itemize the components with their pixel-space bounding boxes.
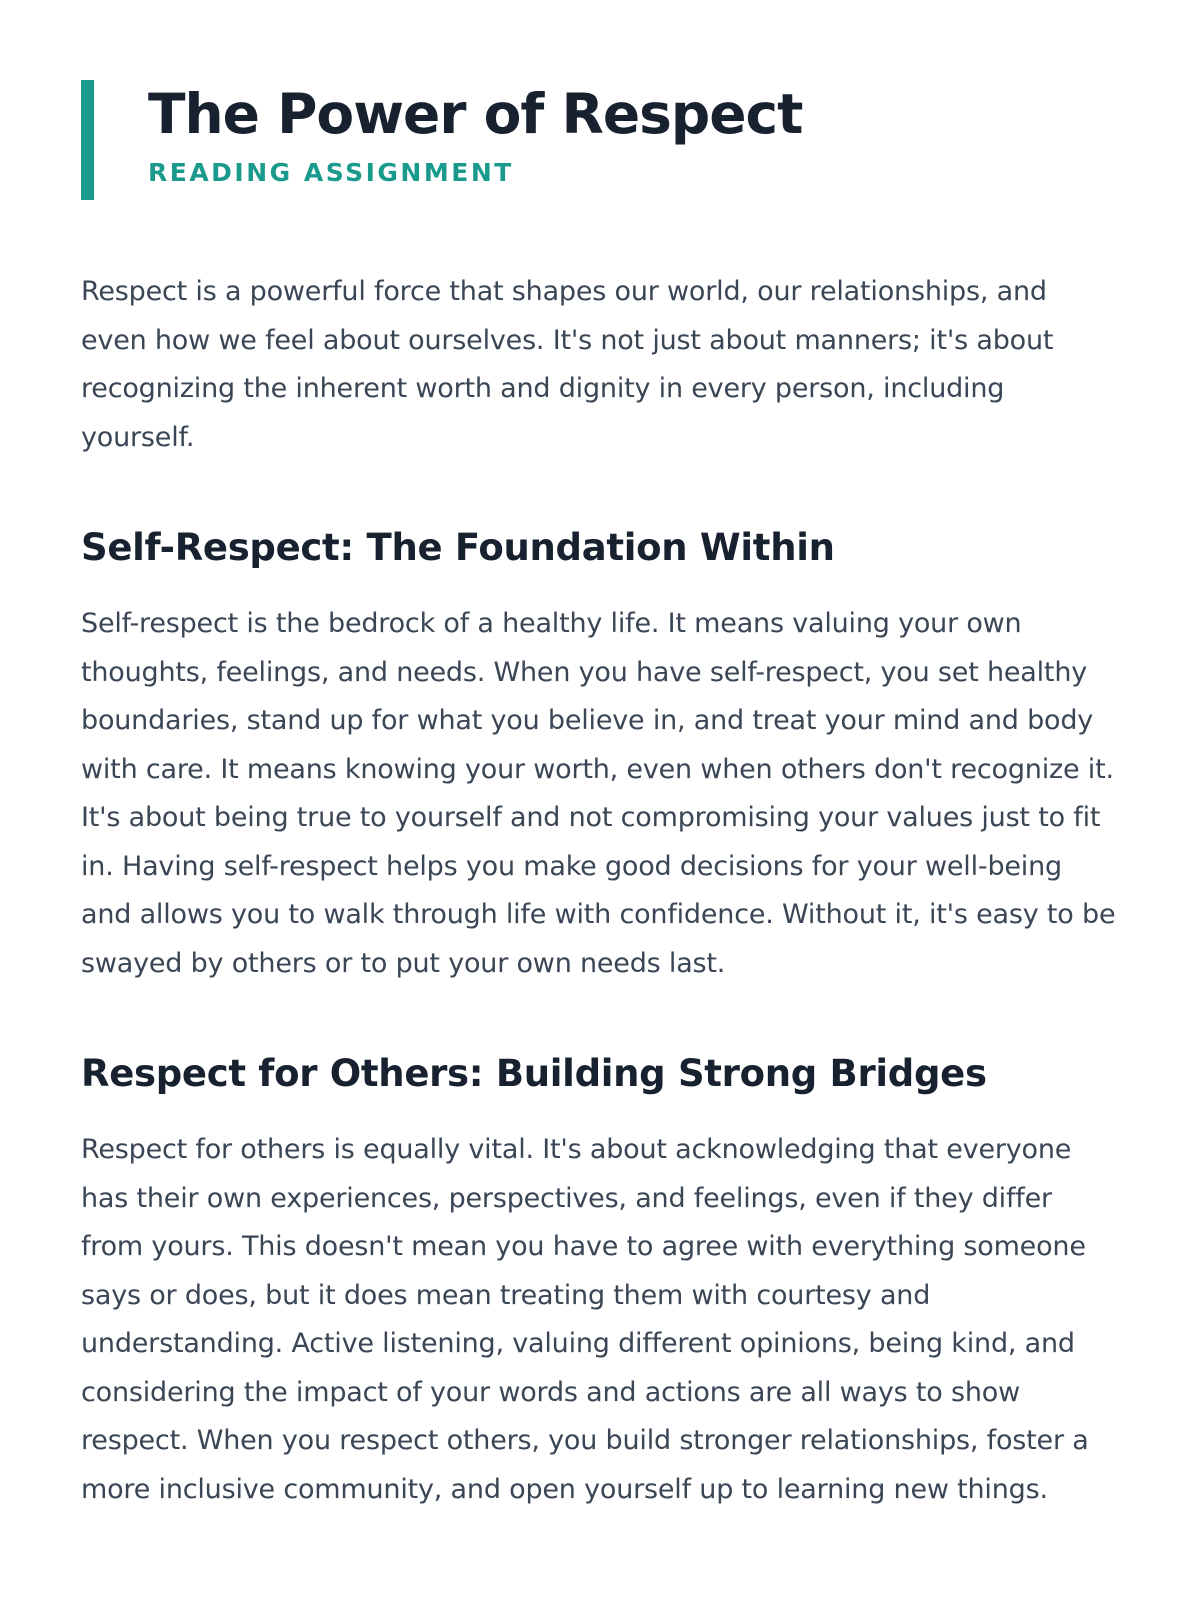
accent-bar xyxy=(81,80,94,200)
section-body: Self-respect is the bedrock of a healthy life. It means valuing your own thoughts, feelings, and needs. When you have self-respect, you set healthy boundaries, stand up for what you believe in, and treat your mind and body with care. It means knowing your worth, even when others don't recognize it. It's about being true to yourself and not compromising your values just to fit in. Having self-respect helps you make good decisions for your well-being and allows you to walk through life with confidence. Without it, it's easy to be swayed by others or to put your own needs last. xyxy=(81,608,1116,979)
page-subtitle: READING ASSIGNMENT xyxy=(148,158,514,187)
section-body: Respect for others is equally vital. It's about acknowledging that everyone has their own experiences, perspectives, and feelings, even if they differ from yours. This doesn't mean you have to agree with everything someone says or does, but it does mean treating them with courtesy and understanding. Active listening, valuing different opinions, being kind, and considering the impact of your words and actions are all ways to show respect. When you respect others, you build stronger relationships, foster a more inclusive community, and open yourself up to learning new things. xyxy=(81,1134,1089,1505)
page-title: The Power of Respect xyxy=(148,82,803,146)
section-heading: Respect for Others: Building Strong Bridges xyxy=(81,1052,987,1095)
section-heading: Self-Respect: The Foundation Within xyxy=(81,526,835,569)
section-respect-for-others xyxy=(81,1052,1120,1514)
document-header xyxy=(81,80,1120,200)
intro-paragraph: Respect is a powerful force that shapes our world, our relationships, and even how we feel about ourselves. It's not just about manners; it's about recognizing the inherent worth and dignity in every person, including yourself. xyxy=(81,276,1054,453)
section-self-respect xyxy=(81,526,1120,988)
